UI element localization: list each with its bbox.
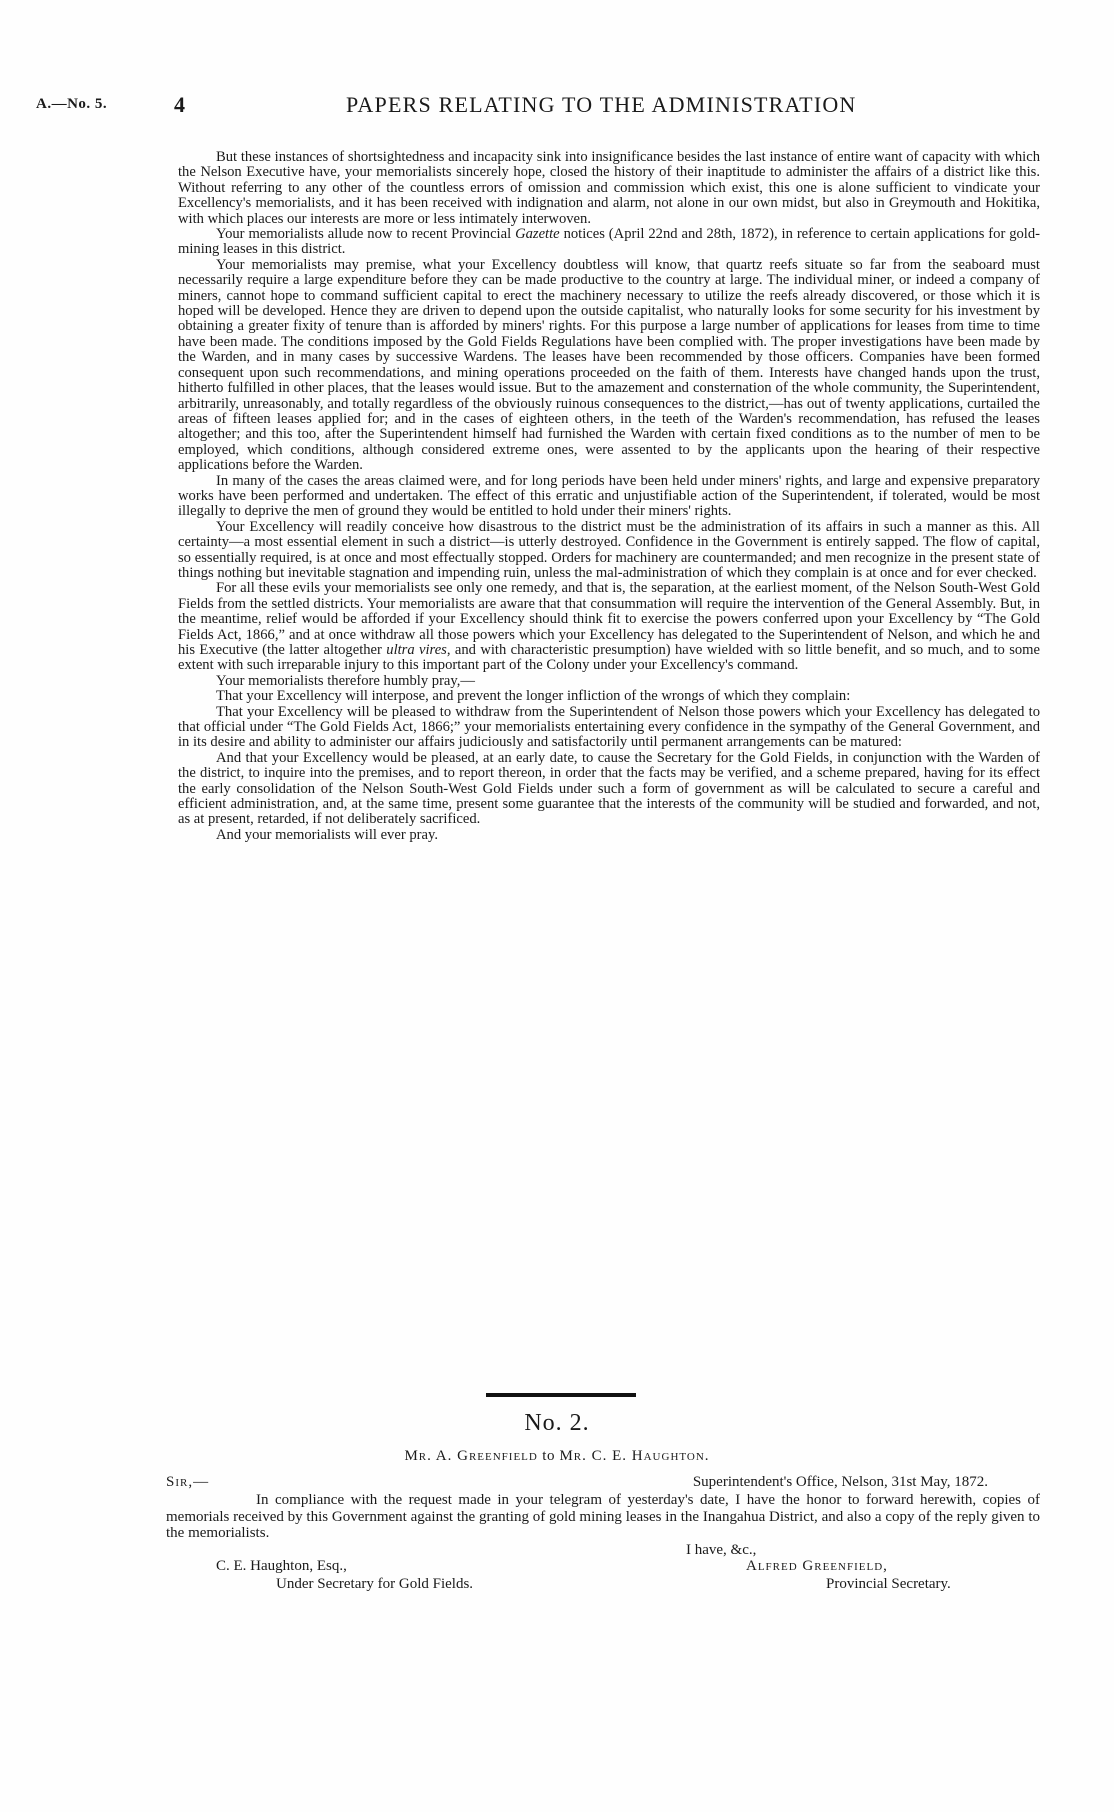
- memorial-paragraph: That your Excellency will interpose, and prevent the longer infliction of the wrongs of which they complain:: [216, 688, 851, 705]
- memorial-paragraph: In many of the cases the areas claimed were, and for long periods have been held under miners' rights, and large and expensive preparatory works have been performed and undertaken. The effect of this erratic and unjustifiable action of the Superintendent, if tolerated, would be most illegally to deprive the men of ground they would be entitled to hold under their miners' rights.: [178, 472, 1040, 520]
- letter-to: Mr. C. E. Haughton.: [559, 1448, 710, 1464]
- letter-number: No. 2.: [524, 1410, 590, 1436]
- page-number: 4: [174, 92, 185, 117]
- memorial-paragraph: Your memorialists may premise, what your Excellency doubtless will know, that quartz reefs situate so far from the seaboard must necessarily require a large expenditure before they can be made productive to the country at large. The individual miner, or indeed a company of miners, cannot hope to command sufficient capital to erect the machinery necessary to utilize the reefs already discovered, or those which it is hoped will be developed. Hence they are driven to depend upon the outside capitalist, who naturally looks for some security for his investment by obtaining a greater fixity of tenure than is afforded by miners' rights. For this purpose a large number of applications for leases from time to time have been made. The conditions imposed by the Gold Fields Regulations have been complied with. The proper investigations have been made by the Warden, and in many cases by successive Wardens. The leases have been recommended by those officers. Companies have been formed consequent upon such recommendations, and mining operations proceeded on the faith of them. Interests have changed hands upon the trust, hitherto fulfilled in other places, that the leases would issue. But to the amazement and consternation of the whole community, the Superintendent, arbitrarily, unreasonably, and totally regardless of the obviously ruinous consequences to the district,—has out of twenty applications, curtailed the areas of fifteen leases applied for; and in the cases of eighteen others, in the teeth of the Warden's recommendation, has refused the leases altogether; and this too, after the Superintendent himself had furnished the Warden with certain fixed conditions as to the number of men to be employed, which conditions, although considered extreme ones, were assented to by the applicants upon the hearing of their respective applications before the Warden.: [178, 256, 1040, 474]
- memorial-paragraph: Your Excellency will readily conceive how disastrous to the district must be the administration of its affairs in such a manner as this. All certainty—a most essential element in such a district—is utterly destroyed. Confidence in the Government is entirely sapped. The flow of capital, so essentially required, is at once and most effectually stopped. Orders for machinery are countermanded; and men recognize in the present state of things nothing but inevitable stagnation and impending ruin, unless the mal-administration of which they complain is at once and for ever checked.: [178, 518, 1040, 581]
- memorial-paragraph: But these instances of shortsightedness and incapacity sink into insignificance besides the last instance of entire want of capacity with which the Nelson Executive have, your memorialists sincerely hope, closed the history of their inaptitude to administer the affairs of a district like this. Without referring to any other of the countless errors of omission and commission which exist, this one is alone sufficient to vindicate your Excellency's memorialists, and it has been received with indignation and alarm, not alone in our own midst, but also in Greymouth and Hokitika, with which places our interests are more or less intimately interwoven.: [178, 149, 1040, 227]
- gazette-italic: Gazette: [515, 226, 560, 243]
- memorial-paragraph: For all these evils your memorialists see only one remedy, and that is, the separation, at the earliest moment, of the Nelson South-West Gold Fields from the settled districts. Your memorialists are aware that that consummation will require the intervention of the General Assembly. But, in the meantime, relief would be afforded if your Excellency should think fit to exercise the powers conferred upon your Excellency by “The Gold Fields Act, 1866,” and at once withdraw all those powers which your Excellency has delegated to the Superintendent of Nelson, and which he and his Executive (the latter altogether ultra vires, and with characteristic presumption) have wielded with so little benefit, and so much, and to some extent with such irreparable injury to this important part of the Colony under your Excellency's command.: [178, 580, 1041, 674]
- signer-name: Alfred Greenfield,: [746, 1558, 888, 1574]
- letter-paragraph: In compliance with the request made in your telegram of yesterday's date, I have the honor to forward herewith, copies of memorials received by this Government against the granting of gold mining leases in the Inangahua District, and also a copy of the reply given to the memorialists.: [166, 1492, 1040, 1541]
- letter-closing: I have, &c.,: [686, 1541, 757, 1558]
- document-reference: A.—No. 5.: [36, 96, 108, 112]
- running-header: [36, 92, 1054, 118]
- memorial-paragraph: And your memorialists will ever pray.: [216, 826, 438, 843]
- salutation: Sir,—: [166, 1474, 210, 1490]
- recipient-title: Under Secretary for Gold Fields.: [276, 1576, 474, 1592]
- letter-body: [166, 1474, 1040, 1594]
- letter-heading: [0, 1448, 1114, 1465]
- memorial-paragraph: Your memorialists therefore humbly pray,—: [216, 672, 475, 689]
- memorial-paragraph: And that your Excellency would be pleased, at an early date, to cause the Secretary for the Gold Fields, in conjunction with the Warden of the district, to inquire into the premises, and to report thereon, in order that the facts may be verified, and a scheme prepared, having for its effect the early consolidation of the Nelson South-West Gold Fields under such a form of government as will be calculated to secure a careful and efficient administration, and, at the same time, present some guarantee that the interests of the community will be studied and forwarded, and not, as at present, retarded, if not deliberately sacrificed.: [178, 749, 1040, 828]
- letter-from: Mr. A. Greenfield: [404, 1448, 538, 1464]
- section-divider: [486, 1393, 636, 1397]
- signer-title: Provincial Secretary.: [826, 1576, 951, 1592]
- recipient-name: C. E. Haughton, Esq.,: [216, 1558, 347, 1574]
- ultra-vires-italic: ultra vires: [386, 642, 447, 658]
- letter-to-word: to: [542, 1448, 556, 1464]
- memorial-paragraph: Your memorialists allude now to recent Provincial Gazette notices (April 22nd and 28th, 1872), in reference to certain applications for gold-mining leases in this district.: [178, 226, 1041, 258]
- letter-address-date: Superintendent's Office, Nelson, 31st May, 1872.: [692, 1474, 988, 1490]
- memorial-text: [178, 150, 1040, 843]
- page-title: PAPERS RELATING TO THE ADMINISTRATION: [346, 92, 857, 117]
- signature-block: [166, 1558, 1040, 1594]
- memorial-paragraph: That your Excellency will be pleased to withdraw from the Superintendent of Nelson those powers which your Excellency has delegated to that official under “The Gold Fields Act, 1866;” your memorialists entertaining every confidence in the sympathy of the General Government, and in its desire and ability to administer our affairs judiciously and satisfactorily until permanent arrangements can be matured:: [178, 703, 1040, 751]
